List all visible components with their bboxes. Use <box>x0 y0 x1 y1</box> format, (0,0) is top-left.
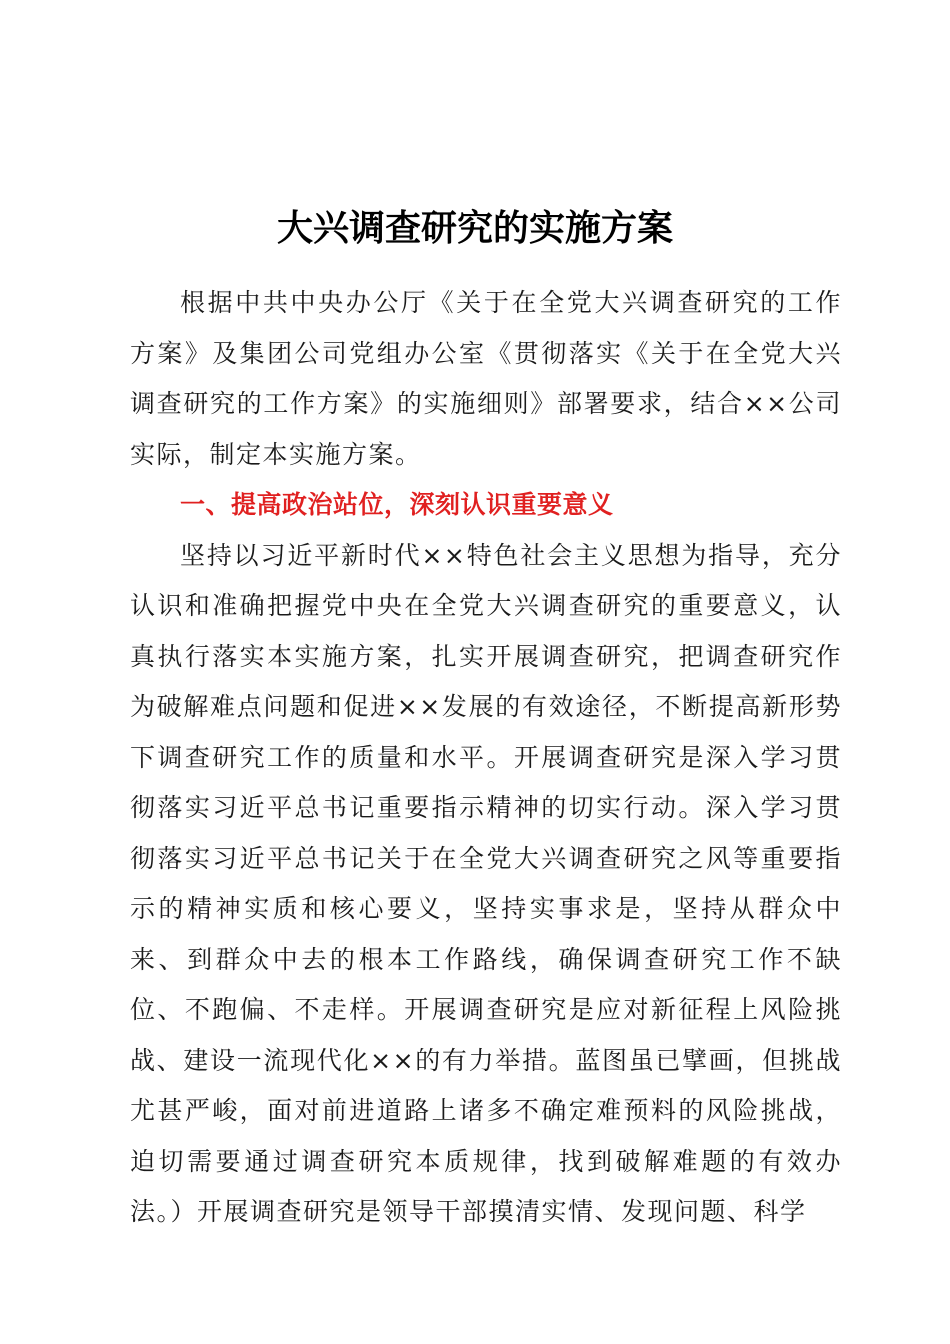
document-body <box>130 278 842 1238</box>
intro-paragraph: 根据中共中央办公厅《关于在全党大兴调查研究的工作方案》及集团公司党组办公室《贯彻落实《关于在全党大兴调查研究的工作方案》的实施细则》部署要求，结合××公司实际，制定本实施方案。 <box>130 288 842 469</box>
document-title: 大兴调查研究的实施方案 <box>276 207 673 249</box>
section-heading: 一、提高政治站位，深刻认识重要意义 <box>180 490 614 519</box>
section-body-paragraph: 坚持以习近平新时代××特色社会主义思想为指导，充分认识和准确把握党中央在全党大兴调查研究的重要意义，认真执行落实本实施方案，扎实开展调查研究，把调查研究作为破解难点问题和促进××发展的有效途径，不断提高新形势下调查研究工作的质量和水平。开展调查研究是深入学习贯彻落实习近平总书记重要指示精神的切实行动。深入学习贯彻落实习近平总书记关于在全党大兴调查研究之风等重要指示的精神实质和核心要义，坚持实事求是，坚持从群众中来、到群众中去的根本工作路线，确保调查研究工作不缺位、不跑偏、不走样。开展调查研究是应对新征程上风险挑战、建设一流现代化××的有力举措。蓝图虽已擘画，但挑战尤甚严峻，面对前进道路上诸多不确定难预料的风险挑战，迫切需要通过调查研究本质规律，找到破解难题的有效办法。）开展调查研究是领导干部摸清实情、发现问题、科学 <box>130 540 842 1226</box>
